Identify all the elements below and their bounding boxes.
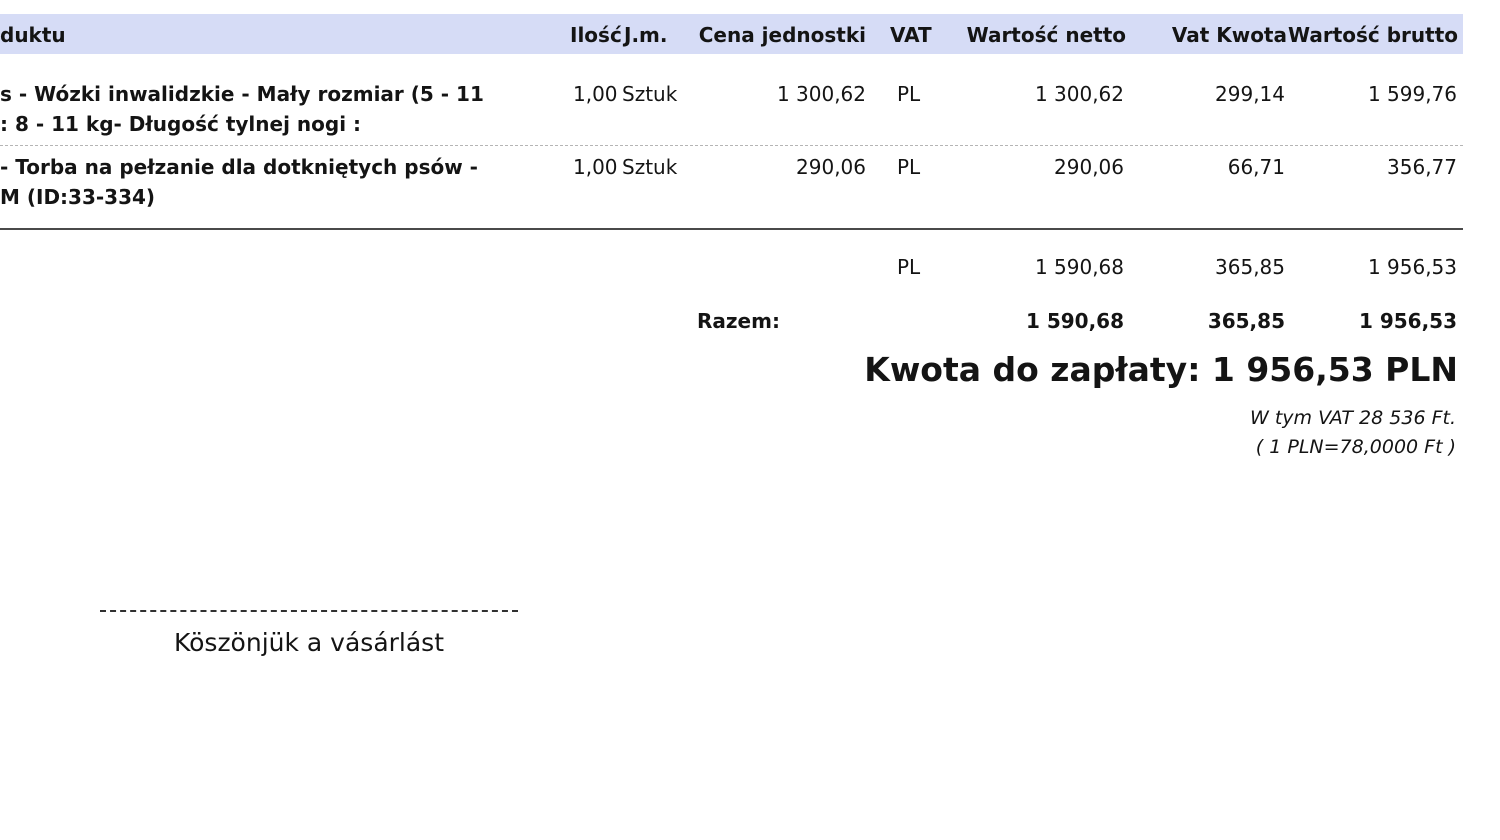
row-vat: PL <box>897 155 921 179</box>
summary-gross: 1 956,53 <box>1367 255 1457 279</box>
row-unit: Sztuk <box>622 82 678 106</box>
row-gross: 356,77 <box>1387 155 1457 179</box>
exchange-rate: ( 1 PLN=78,0000 Ft ) <box>1255 436 1456 458</box>
header-vat: VAT <box>890 23 932 47</box>
amount-due: Kwota do zapłaty: 1 956,53 PLN <box>864 350 1458 389</box>
row-unit-price: 290,06 <box>796 155 866 179</box>
razem-net: 1 590,68 <box>1025 309 1124 333</box>
header-net: Wartość netto <box>966 23 1126 47</box>
razem-vat-amount: 365,85 <box>1207 309 1285 333</box>
header-qty: Ilość <box>570 23 622 47</box>
row-net: 290,06 <box>1054 155 1124 179</box>
row-vat-amount: 66,71 <box>1227 155 1285 179</box>
header-unit: J.m. <box>624 23 668 47</box>
vat-note: W tym VAT 28 536 Ft. <box>1250 407 1456 429</box>
signature-line <box>100 610 518 612</box>
row-vat: PL <box>897 82 921 106</box>
row-unit: Sztuk <box>622 155 678 179</box>
row-divider <box>0 145 1463 146</box>
summary-vat: PL <box>897 255 921 279</box>
summary-vat-amount: 365,85 <box>1215 255 1285 279</box>
row-qty: 1,00 <box>573 82 618 106</box>
summary-net: 1 590,68 <box>1034 255 1124 279</box>
header-product: duktu <box>0 23 66 47</box>
thank-you-text: Köszönjük a vásárlást <box>173 628 445 657</box>
header-gross: Wartość brutto <box>1287 23 1458 47</box>
row-qty: 1,00 <box>573 155 618 179</box>
table-bottom-rule <box>0 228 1463 230</box>
row-description-line1: - Torba na pełzanie dla dotkniętych psów - <box>0 155 478 179</box>
header-unit-price: Cena jednostki <box>698 23 866 47</box>
row-net: 1 300,62 <box>1034 82 1124 106</box>
row-gross: 1 599,76 <box>1367 82 1457 106</box>
row-description-line1: s - Wózki inwalidzkie - Mały rozmiar (5 - 11 <box>0 82 484 106</box>
header-vat-amount: Vat Kwota <box>1171 23 1287 47</box>
row-description-line2: M (ID:33-334) <box>0 185 156 209</box>
razem-gross: 1 956,53 <box>1358 309 1457 333</box>
row-description-line2: : 8 - 11 kg- Długość tylnej nogi : <box>0 112 362 136</box>
row-vat-amount: 299,14 <box>1215 82 1285 106</box>
razem-label: Razem: <box>697 309 780 333</box>
row-unit-price: 1 300,62 <box>776 82 866 106</box>
